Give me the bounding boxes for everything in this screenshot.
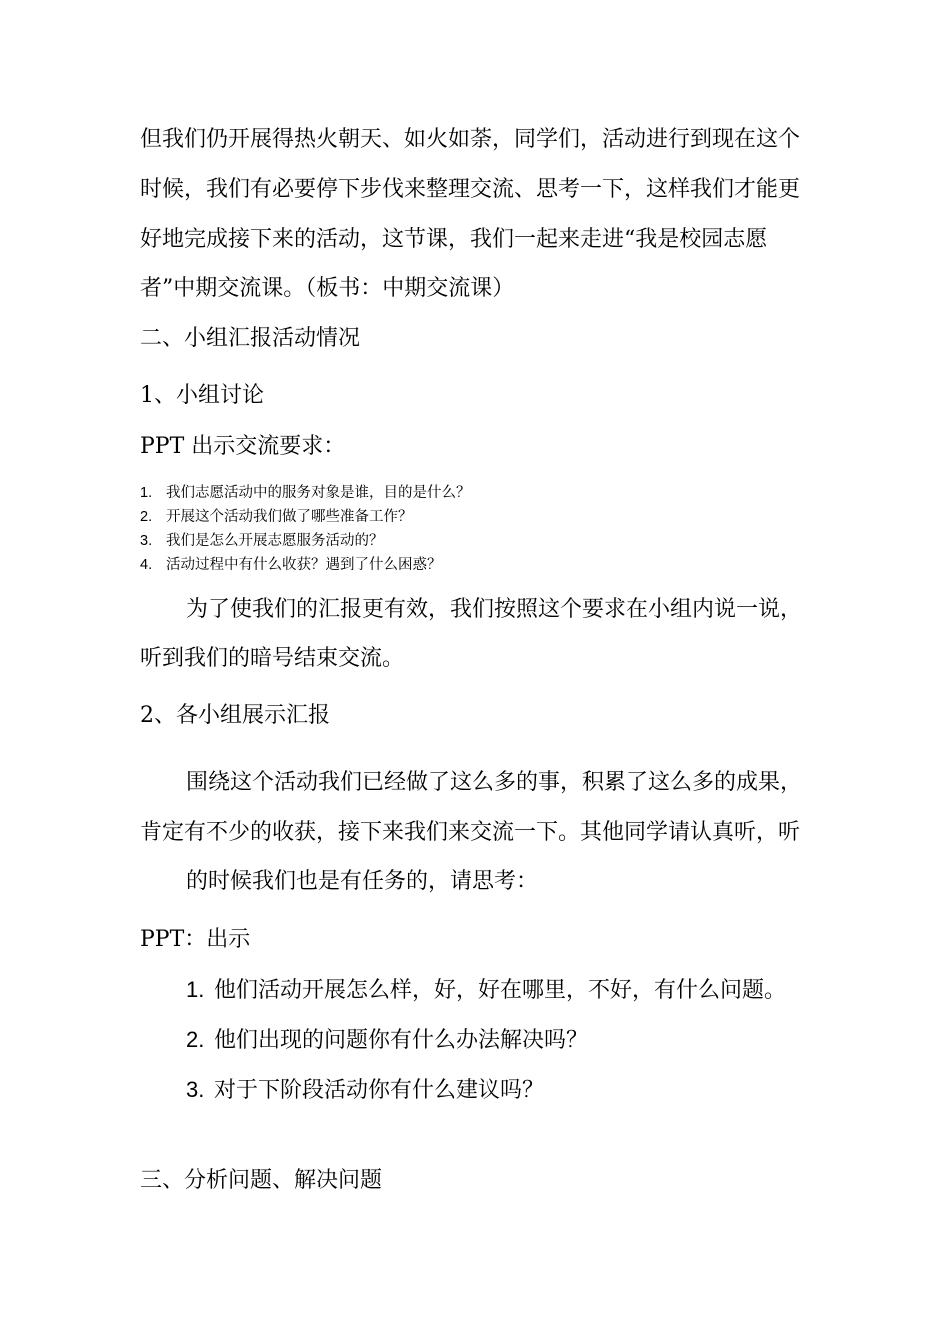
question-text: 他们出现的问题你有什么办法解决吗？ <box>214 1028 589 1053</box>
question-text: 对于下阶段活动你有什么建议吗？ <box>214 1078 545 1103</box>
question-number: 2. <box>140 509 153 525</box>
sub1-heading <box>140 382 264 410</box>
discussion-question <box>140 531 384 551</box>
ppt-requirement-text: PPT 出示交流要求： <box>140 434 346 459</box>
question-text: 开展这个活动我们做了哪些准备工作？ <box>166 509 413 525</box>
question-number: 1. <box>186 977 205 1002</box>
question-number: 2. <box>186 1027 205 1052</box>
question-text: 我们志愿活动中的服务对象是谁，目的是什么？ <box>166 485 471 501</box>
think-question <box>186 1026 588 1055</box>
discussion-question <box>140 555 442 575</box>
report-line-3: 的时候我们也是有任务的，请思考： <box>186 869 539 894</box>
ppt-show-label: PPT：出示 <box>140 927 251 952</box>
report-line-1: 围绕这个活动我们已经做了这么多的事，积累了这么多的成果， <box>186 770 803 795</box>
discussion-question <box>140 507 413 527</box>
report-line-2: 肯定有不少的收获，接下来我们来交流一下。其他同学请认真听，听 <box>140 820 801 845</box>
discussion-question <box>140 483 471 503</box>
sub2-heading: 2、各小组展示汇报 <box>140 703 330 728</box>
sub1-heading-text: 1、小组讨论 <box>140 383 264 408</box>
question-text: 我们是怎么开展志愿服务活动的？ <box>166 533 384 549</box>
question-number: 3. <box>140 533 153 549</box>
think-question <box>186 1076 544 1105</box>
discussion-line-2: 听到我们的暗号结束交流。 <box>140 646 405 671</box>
intro-line-3: 好地完成接下来的活动，这节课，我们一起来走进“我是校园志愿 <box>140 227 768 252</box>
question-number: 1. <box>140 485 153 501</box>
section3-heading: 三、分析问题、解决问题 <box>140 1168 383 1193</box>
intro-line-4: 者”中期交流课。（板书：中期交流课） <box>140 276 515 301</box>
ppt-requirement-label <box>140 433 345 461</box>
question-number: 3. <box>186 1077 205 1102</box>
question-text: 活动过程中有什么收获？遇到了什么困惑？ <box>166 557 442 573</box>
think-question <box>186 976 786 1005</box>
question-number: 4. <box>140 557 153 573</box>
discussion-line-1: 为了使我们的汇报更有效，我们按照这个要求在小组内说一说， <box>186 597 803 622</box>
question-text: 他们活动开展怎么样，好，好在哪里，不好，有什么问题。 <box>214 978 787 1003</box>
intro-line-2: 时候，我们有必要停下步伐来整理交流、思考一下，这样我们才能更 <box>140 177 801 202</box>
section2-heading: 二、小组汇报活动情况 <box>140 326 361 351</box>
intro-line-1: 但我们仍开展得热火朝天、如火如荼，同学们，活动进行到现在这个 <box>140 127 801 152</box>
